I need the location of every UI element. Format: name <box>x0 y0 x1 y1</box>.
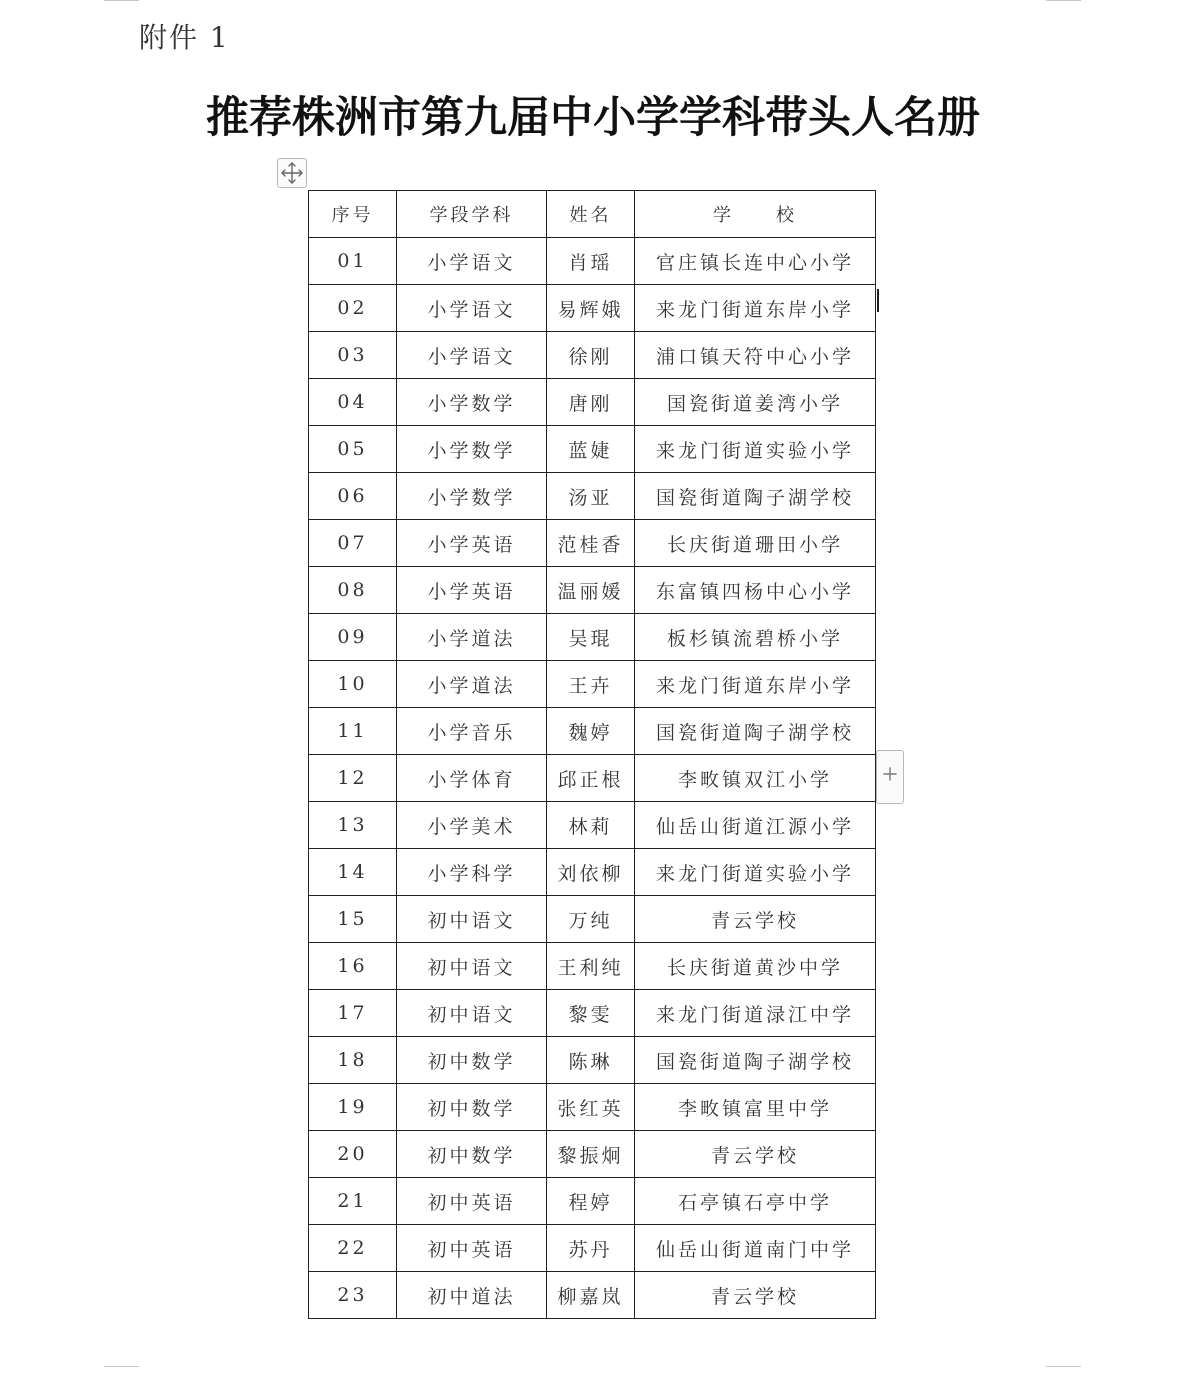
cell-subject[interactable]: 小学道法 <box>397 661 547 708</box>
cell-no[interactable]: 12 <box>309 755 397 802</box>
cell-no[interactable]: 11 <box>309 708 397 755</box>
cell-school[interactable]: 浦口镇天符中心小学 <box>635 332 876 379</box>
cell-no[interactable]: 10 <box>309 661 397 708</box>
cell-subject[interactable]: 小学语文 <box>397 285 547 332</box>
cell-no[interactable]: 09 <box>309 614 397 661</box>
cell-school[interactable]: 来龙门街道实验小学 <box>635 426 876 473</box>
cell-name[interactable]: 肖瑶 <box>547 238 635 285</box>
cell-subject[interactable]: 初中语文 <box>397 896 547 943</box>
cell-subject[interactable]: 初中语文 <box>397 990 547 1037</box>
table-row <box>309 426 876 473</box>
cell-school[interactable]: 青云学校 <box>635 896 876 943</box>
cell-no[interactable]: 20 <box>309 1131 397 1178</box>
cell-name[interactable]: 汤亚 <box>547 473 635 520</box>
cell-no[interactable]: 23 <box>309 1272 397 1319</box>
cell-no[interactable]: 01 <box>309 238 397 285</box>
cell-school[interactable]: 仙岳山街道南门中学 <box>635 1225 876 1272</box>
header-school: 学 校 <box>635 191 876 238</box>
cell-school[interactable]: 李畋镇富里中学 <box>635 1084 876 1131</box>
table-row <box>309 332 876 379</box>
cell-subject[interactable]: 小学数学 <box>397 426 547 473</box>
cell-subject[interactable]: 小学体育 <box>397 755 547 802</box>
cell-name[interactable]: 易辉娥 <box>547 285 635 332</box>
table-add-column-button[interactable] <box>876 750 904 804</box>
table-row <box>309 567 876 614</box>
cell-school[interactable]: 仙岳山街道江源小学 <box>635 802 876 849</box>
attachment-label: 附件 1 <box>139 21 230 54</box>
cell-no[interactable]: 06 <box>309 473 397 520</box>
cell-no[interactable]: 18 <box>309 1037 397 1084</box>
cell-no[interactable]: 21 <box>309 1178 397 1225</box>
table-row <box>309 1225 876 1272</box>
cell-no[interactable]: 03 <box>309 332 397 379</box>
table-row <box>309 1272 876 1319</box>
cell-subject[interactable]: 初中数学 <box>397 1084 547 1131</box>
cell-no[interactable]: 17 <box>309 990 397 1037</box>
cell-subject[interactable]: 小学数学 <box>397 379 547 426</box>
cell-no[interactable]: 04 <box>309 379 397 426</box>
cell-school[interactable]: 国瓷街道姜湾小学 <box>635 379 876 426</box>
cell-school[interactable]: 来龙门街道东岸小学 <box>635 661 876 708</box>
cell-name[interactable]: 范桂香 <box>547 520 635 567</box>
cell-school[interactable]: 来龙门街道东岸小学 <box>635 285 876 332</box>
cell-name[interactable]: 蓝婕 <box>547 426 635 473</box>
table-row <box>309 614 876 661</box>
table-row <box>309 520 876 567</box>
cell-name[interactable]: 万纯 <box>547 896 635 943</box>
table-body <box>309 238 876 1319</box>
header-subject: 学段学科 <box>397 191 547 238</box>
table-row <box>309 802 876 849</box>
header-name: 姓名 <box>547 191 635 238</box>
crop-mark-bottom-left-h <box>104 1366 139 1367</box>
cell-name[interactable]: 张红英 <box>547 1084 635 1131</box>
cell-name[interactable]: 黎雯 <box>547 990 635 1037</box>
cell-subject[interactable]: 初中数学 <box>397 1131 547 1178</box>
cell-name[interactable]: 温丽媛 <box>547 567 635 614</box>
cell-subject[interactable]: 小学数学 <box>397 473 547 520</box>
cell-name[interactable]: 黎振炯 <box>547 1131 635 1178</box>
table-row <box>309 238 876 285</box>
cell-name[interactable]: 王卉 <box>547 661 635 708</box>
table-row <box>309 1131 876 1178</box>
cell-school[interactable]: 板杉镇流碧桥小学 <box>635 614 876 661</box>
cell-no[interactable]: 16 <box>309 943 397 990</box>
table-row <box>309 1037 876 1084</box>
table-row <box>309 755 876 802</box>
cell-name[interactable]: 柳嘉岚 <box>547 1272 635 1319</box>
cell-name[interactable]: 陈琳 <box>547 1037 635 1084</box>
table-row <box>309 285 876 332</box>
cell-no[interactable]: 07 <box>309 520 397 567</box>
cell-school[interactable]: 来龙门街道渌江中学 <box>635 990 876 1037</box>
cell-school[interactable]: 国瓷街道陶子湖学校 <box>635 473 876 520</box>
crop-mark-top-right-h <box>1046 0 1081 1</box>
cell-subject[interactable]: 小学英语 <box>397 520 547 567</box>
table-row <box>309 1084 876 1131</box>
cell-no[interactable]: 15 <box>309 896 397 943</box>
cell-subject[interactable]: 小学语文 <box>397 332 547 379</box>
cell-school[interactable]: 官庄镇长连中心小学 <box>635 238 876 285</box>
table-row <box>309 943 876 990</box>
cell-school[interactable]: 青云学校 <box>635 1131 876 1178</box>
cell-school[interactable]: 国瓷街道陶子湖学校 <box>635 1037 876 1084</box>
table-row <box>309 849 876 896</box>
table-row <box>309 1178 876 1225</box>
table-row <box>309 473 876 520</box>
text-cursor <box>877 289 879 312</box>
table-header-row <box>309 191 876 238</box>
header-no: 序号 <box>309 191 397 238</box>
cell-no[interactable]: 13 <box>309 802 397 849</box>
cell-name[interactable]: 徐刚 <box>547 332 635 379</box>
cell-subject[interactable]: 小学道法 <box>397 614 547 661</box>
cell-subject[interactable]: 初中语文 <box>397 943 547 990</box>
cell-subject[interactable]: 小学音乐 <box>397 708 547 755</box>
cell-subject[interactable]: 小学美术 <box>397 802 547 849</box>
cell-subject[interactable]: 初中英语 <box>397 1178 547 1225</box>
cell-school[interactable]: 青云学校 <box>635 1272 876 1319</box>
cell-school[interactable]: 长庆街道黄沙中学 <box>635 943 876 990</box>
cell-no[interactable]: 19 <box>309 1084 397 1131</box>
table-move-handle[interactable] <box>277 158 307 188</box>
roster-table <box>308 190 876 1319</box>
cell-school[interactable]: 东富镇四杨中心小学 <box>635 567 876 614</box>
cell-subject[interactable]: 初中道法 <box>397 1272 547 1319</box>
cell-school[interactable]: 来龙门街道实验小学 <box>635 849 876 896</box>
cell-no[interactable]: 22 <box>309 1225 397 1272</box>
cell-name[interactable]: 邱正根 <box>547 755 635 802</box>
cell-name[interactable]: 林莉 <box>547 802 635 849</box>
cell-subject[interactable]: 小学科学 <box>397 849 547 896</box>
cell-name[interactable]: 苏丹 <box>547 1225 635 1272</box>
cell-name[interactable]: 程婷 <box>547 1178 635 1225</box>
cell-subject[interactable]: 小学英语 <box>397 567 547 614</box>
table-row <box>309 708 876 755</box>
cell-subject[interactable]: 初中英语 <box>397 1225 547 1272</box>
crop-mark-bottom-right-h <box>1046 1366 1081 1367</box>
plus-icon <box>883 767 897 781</box>
cell-no[interactable]: 02 <box>309 285 397 332</box>
cell-no[interactable]: 05 <box>309 426 397 473</box>
cell-school[interactable]: 长庆街道珊田小学 <box>635 520 876 567</box>
cell-subject[interactable]: 小学语文 <box>397 238 547 285</box>
document-title: 推荐株洲市第九届中小学学科带头人名册 <box>206 93 980 143</box>
cell-no[interactable]: 14 <box>309 849 397 896</box>
cell-subject[interactable]: 初中数学 <box>397 1037 547 1084</box>
cell-school[interactable]: 李畋镇双江小学 <box>635 755 876 802</box>
table-row <box>309 896 876 943</box>
cell-school[interactable]: 石亭镇石亭中学 <box>635 1178 876 1225</box>
move-arrows-icon <box>278 159 306 187</box>
cell-name[interactable]: 唐刚 <box>547 379 635 426</box>
crop-mark-top-left-h <box>104 0 139 1</box>
table-row <box>309 661 876 708</box>
cell-name[interactable]: 魏婷 <box>547 708 635 755</box>
cell-no[interactable]: 08 <box>309 567 397 614</box>
cell-school[interactable]: 国瓷街道陶子湖学校 <box>635 708 876 755</box>
cell-name[interactable]: 刘依柳 <box>547 849 635 896</box>
table-row <box>309 990 876 1037</box>
cell-name[interactable]: 王利纯 <box>547 943 635 990</box>
table-row <box>309 379 876 426</box>
cell-name[interactable]: 吴琨 <box>547 614 635 661</box>
